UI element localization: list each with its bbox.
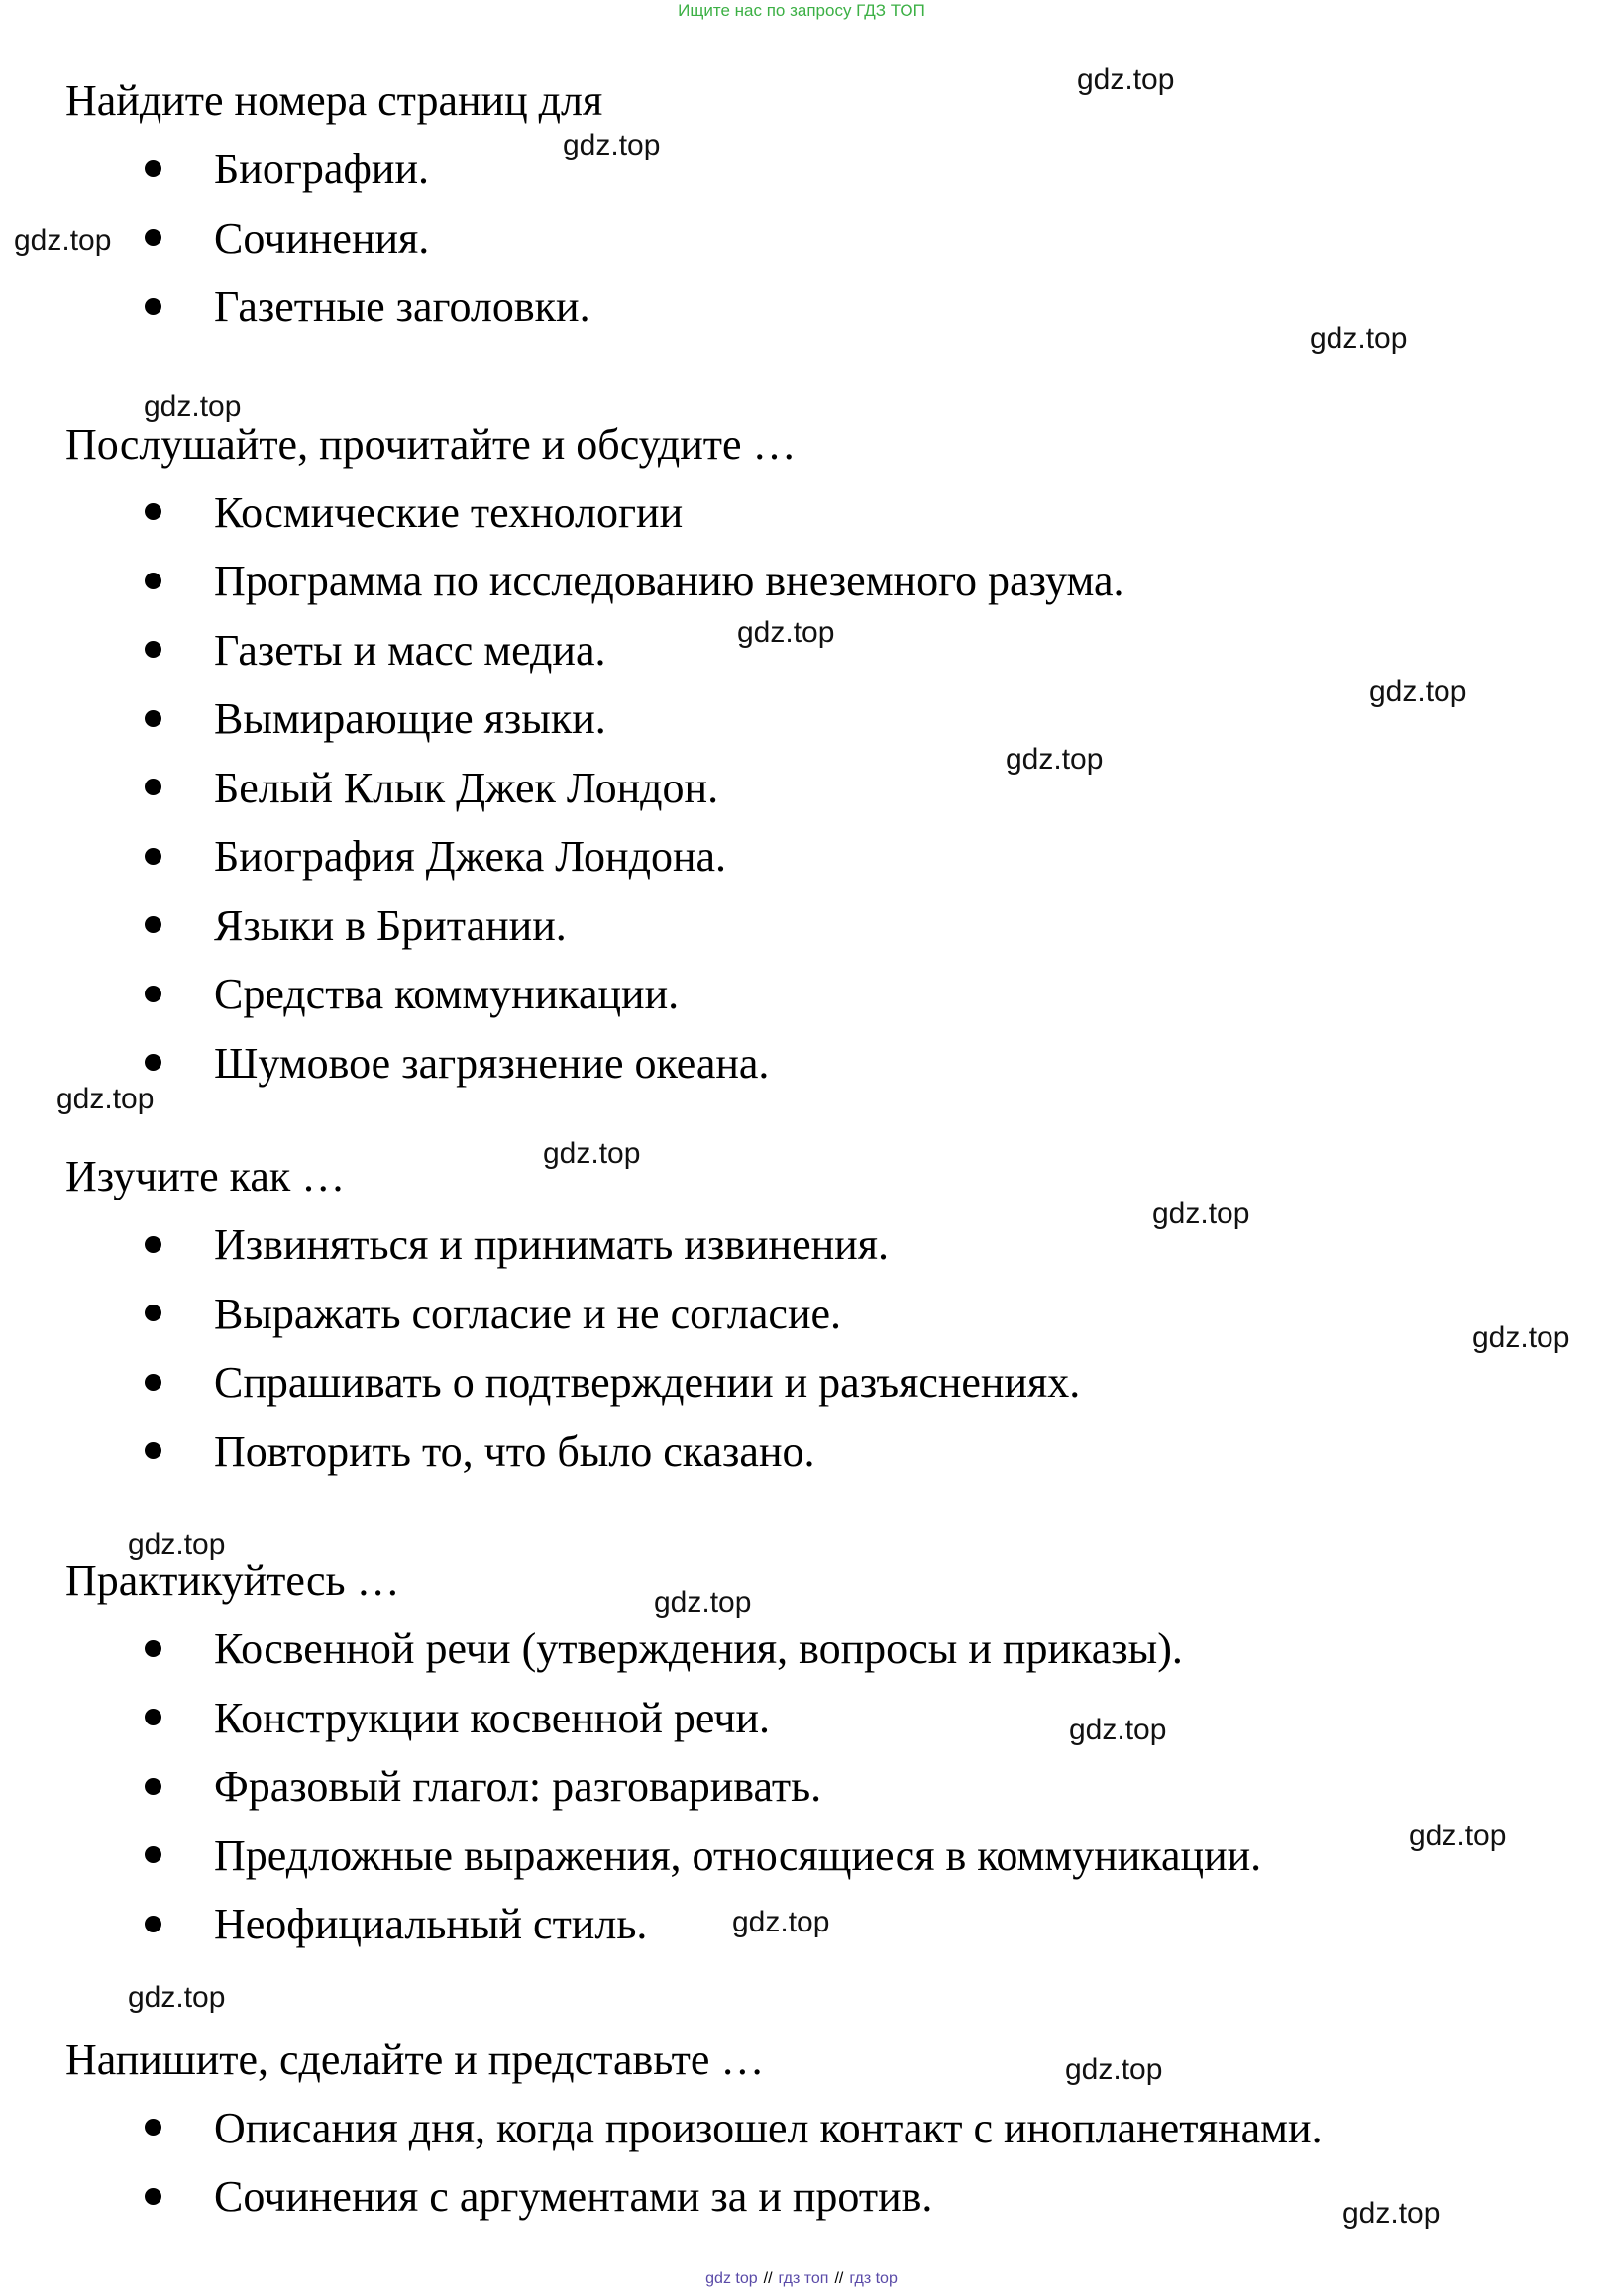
- watermark: gdz.top: [543, 1137, 641, 1170]
- bullet-icon: [145, 779, 161, 795]
- watermark: gdz.top: [1069, 1714, 1167, 1746]
- list-item: Языки в Британии.: [65, 891, 1551, 961]
- bullet-icon: [145, 2119, 161, 2136]
- list-item: Выражать согласие и не согласие.: [65, 1280, 1551, 1349]
- bullet-icon: [145, 641, 161, 658]
- bullet-icon: [145, 1640, 161, 1657]
- bullet-icon: [145, 710, 161, 727]
- list-item: Средства коммуникации.: [65, 960, 1551, 1029]
- bullet-list: [65, 135, 1551, 342]
- watermark: gdz.top: [563, 129, 661, 161]
- bullet-list: [65, 2094, 1551, 2232]
- section-heading: Изучите как …: [65, 1152, 346, 1200]
- list-item: Шумовое загрязнение океана.: [65, 1029, 1551, 1098]
- watermark: gdz.top: [1152, 1198, 1250, 1230]
- list-item: Конструкции косвенной речи.: [65, 1684, 1551, 1753]
- watermark: gdz.top: [1409, 1820, 1507, 1852]
- bottom-banner-part: гдз top: [849, 2270, 898, 2287]
- bullet-icon: [145, 298, 161, 315]
- watermark: gdz.top: [14, 224, 112, 257]
- watermark: gdz.top: [128, 1981, 226, 2014]
- section-find-pages: [65, 67, 1551, 342]
- bullet-icon: [145, 848, 161, 865]
- bullet-icon: [145, 1305, 161, 1321]
- list-item: Газеты и масс медиа.: [65, 616, 1551, 685]
- list-item: Косвенной речи (утверждения, вопросы и приказы).: [65, 1615, 1551, 1684]
- section-listen-read-discuss: [65, 411, 1551, 1098]
- bullet-icon: [145, 2188, 161, 2205]
- list-item: Белый Клык Джек Лондон.: [65, 754, 1551, 823]
- bullet-icon: [145, 1846, 161, 1863]
- watermark: gdz.top: [732, 1906, 830, 1938]
- watermark: gdz.top: [1006, 743, 1104, 776]
- list-item: Биографии.: [65, 135, 1551, 204]
- watermark: gdz.top: [1310, 322, 1408, 355]
- section-heading: Напишите, сделайте и представьте …: [65, 2035, 765, 2084]
- watermark: gdz.top: [1065, 2053, 1163, 2086]
- bullet-icon: [145, 573, 161, 589]
- bullet-icon: [145, 503, 161, 520]
- bullet-icon: [145, 1442, 161, 1459]
- list-item: Неофициальный стиль.: [65, 1890, 1551, 1959]
- watermark: gdz.top: [56, 1083, 155, 1115]
- list-item: Спрашивать о подтверждении и разъяснениях.: [65, 1348, 1551, 1417]
- watermark: gdz.top: [737, 616, 835, 649]
- watermark: gdz.top: [1077, 63, 1175, 96]
- watermark: gdz.top: [1342, 2197, 1441, 2230]
- bullet-icon: [145, 1778, 161, 1795]
- list-item: Биография Джека Лондона.: [65, 822, 1551, 891]
- watermark: gdz.top: [144, 390, 242, 423]
- section-practice: [65, 1547, 1551, 1959]
- watermark: gdz.top: [654, 1586, 752, 1618]
- bottom-banner-separator: //: [834, 2270, 844, 2287]
- bottom-banner-part: гдз топ: [778, 2270, 829, 2287]
- bullet-icon: [145, 229, 161, 246]
- bullet-icon: [145, 986, 161, 1002]
- list-item: Программа по исследованию внеземного разума.: [65, 547, 1551, 616]
- bullet-icon: [145, 1054, 161, 1071]
- section-heading: Практикуйтесь …: [65, 1556, 400, 1605]
- list-item: Описания дня, когда произошел контакт с инопланетянами.: [65, 2094, 1551, 2163]
- bottom-banner-part: gdz top: [705, 2270, 758, 2287]
- list-item: Вымирающие языки.: [65, 684, 1551, 754]
- section-heading: Послушайте, прочитайте и обсудите …: [65, 419, 797, 469]
- bottom-banner-separator: //: [763, 2270, 773, 2287]
- bullet-icon: [145, 1236, 161, 1253]
- bullet-icon: [145, 916, 161, 933]
- bullet-icon: [145, 1916, 161, 1932]
- bullet-icon: [145, 1709, 161, 1725]
- list-item: Извиняться и принимать извинения.: [65, 1210, 1551, 1280]
- bullet-icon: [145, 1374, 161, 1391]
- list-item: Космические технологии: [65, 478, 1551, 548]
- bottom-banner: [0, 2268, 1603, 2290]
- list-item: Фразовый глагол: разговаривать.: [65, 1752, 1551, 1822]
- section-heading: Найдите номера страниц для: [65, 76, 603, 125]
- bullet-icon: [145, 160, 161, 177]
- list-item: Сочинения.: [65, 204, 1551, 273]
- list-item: Газетные заголовки.: [65, 272, 1551, 342]
- list-item: Предложные выражения, относящиеся в коммуникации.: [65, 1822, 1551, 1891]
- section-write-make-present: [65, 2027, 1551, 2232]
- watermark: gdz.top: [128, 1528, 226, 1561]
- bullet-list: [65, 1210, 1551, 1486]
- bullet-list: [65, 478, 1551, 1098]
- list-item: Сочинения с аргументами за и против.: [65, 2162, 1551, 2232]
- watermark: gdz.top: [1369, 676, 1467, 708]
- section-learn-how: [65, 1143, 1551, 1486]
- list-item: Повторить то, что было сказано.: [65, 1417, 1551, 1487]
- watermark: gdz.top: [1472, 1321, 1570, 1354]
- top-banner: Ищите нас по запросу ГДЗ ТОП: [678, 1, 925, 20]
